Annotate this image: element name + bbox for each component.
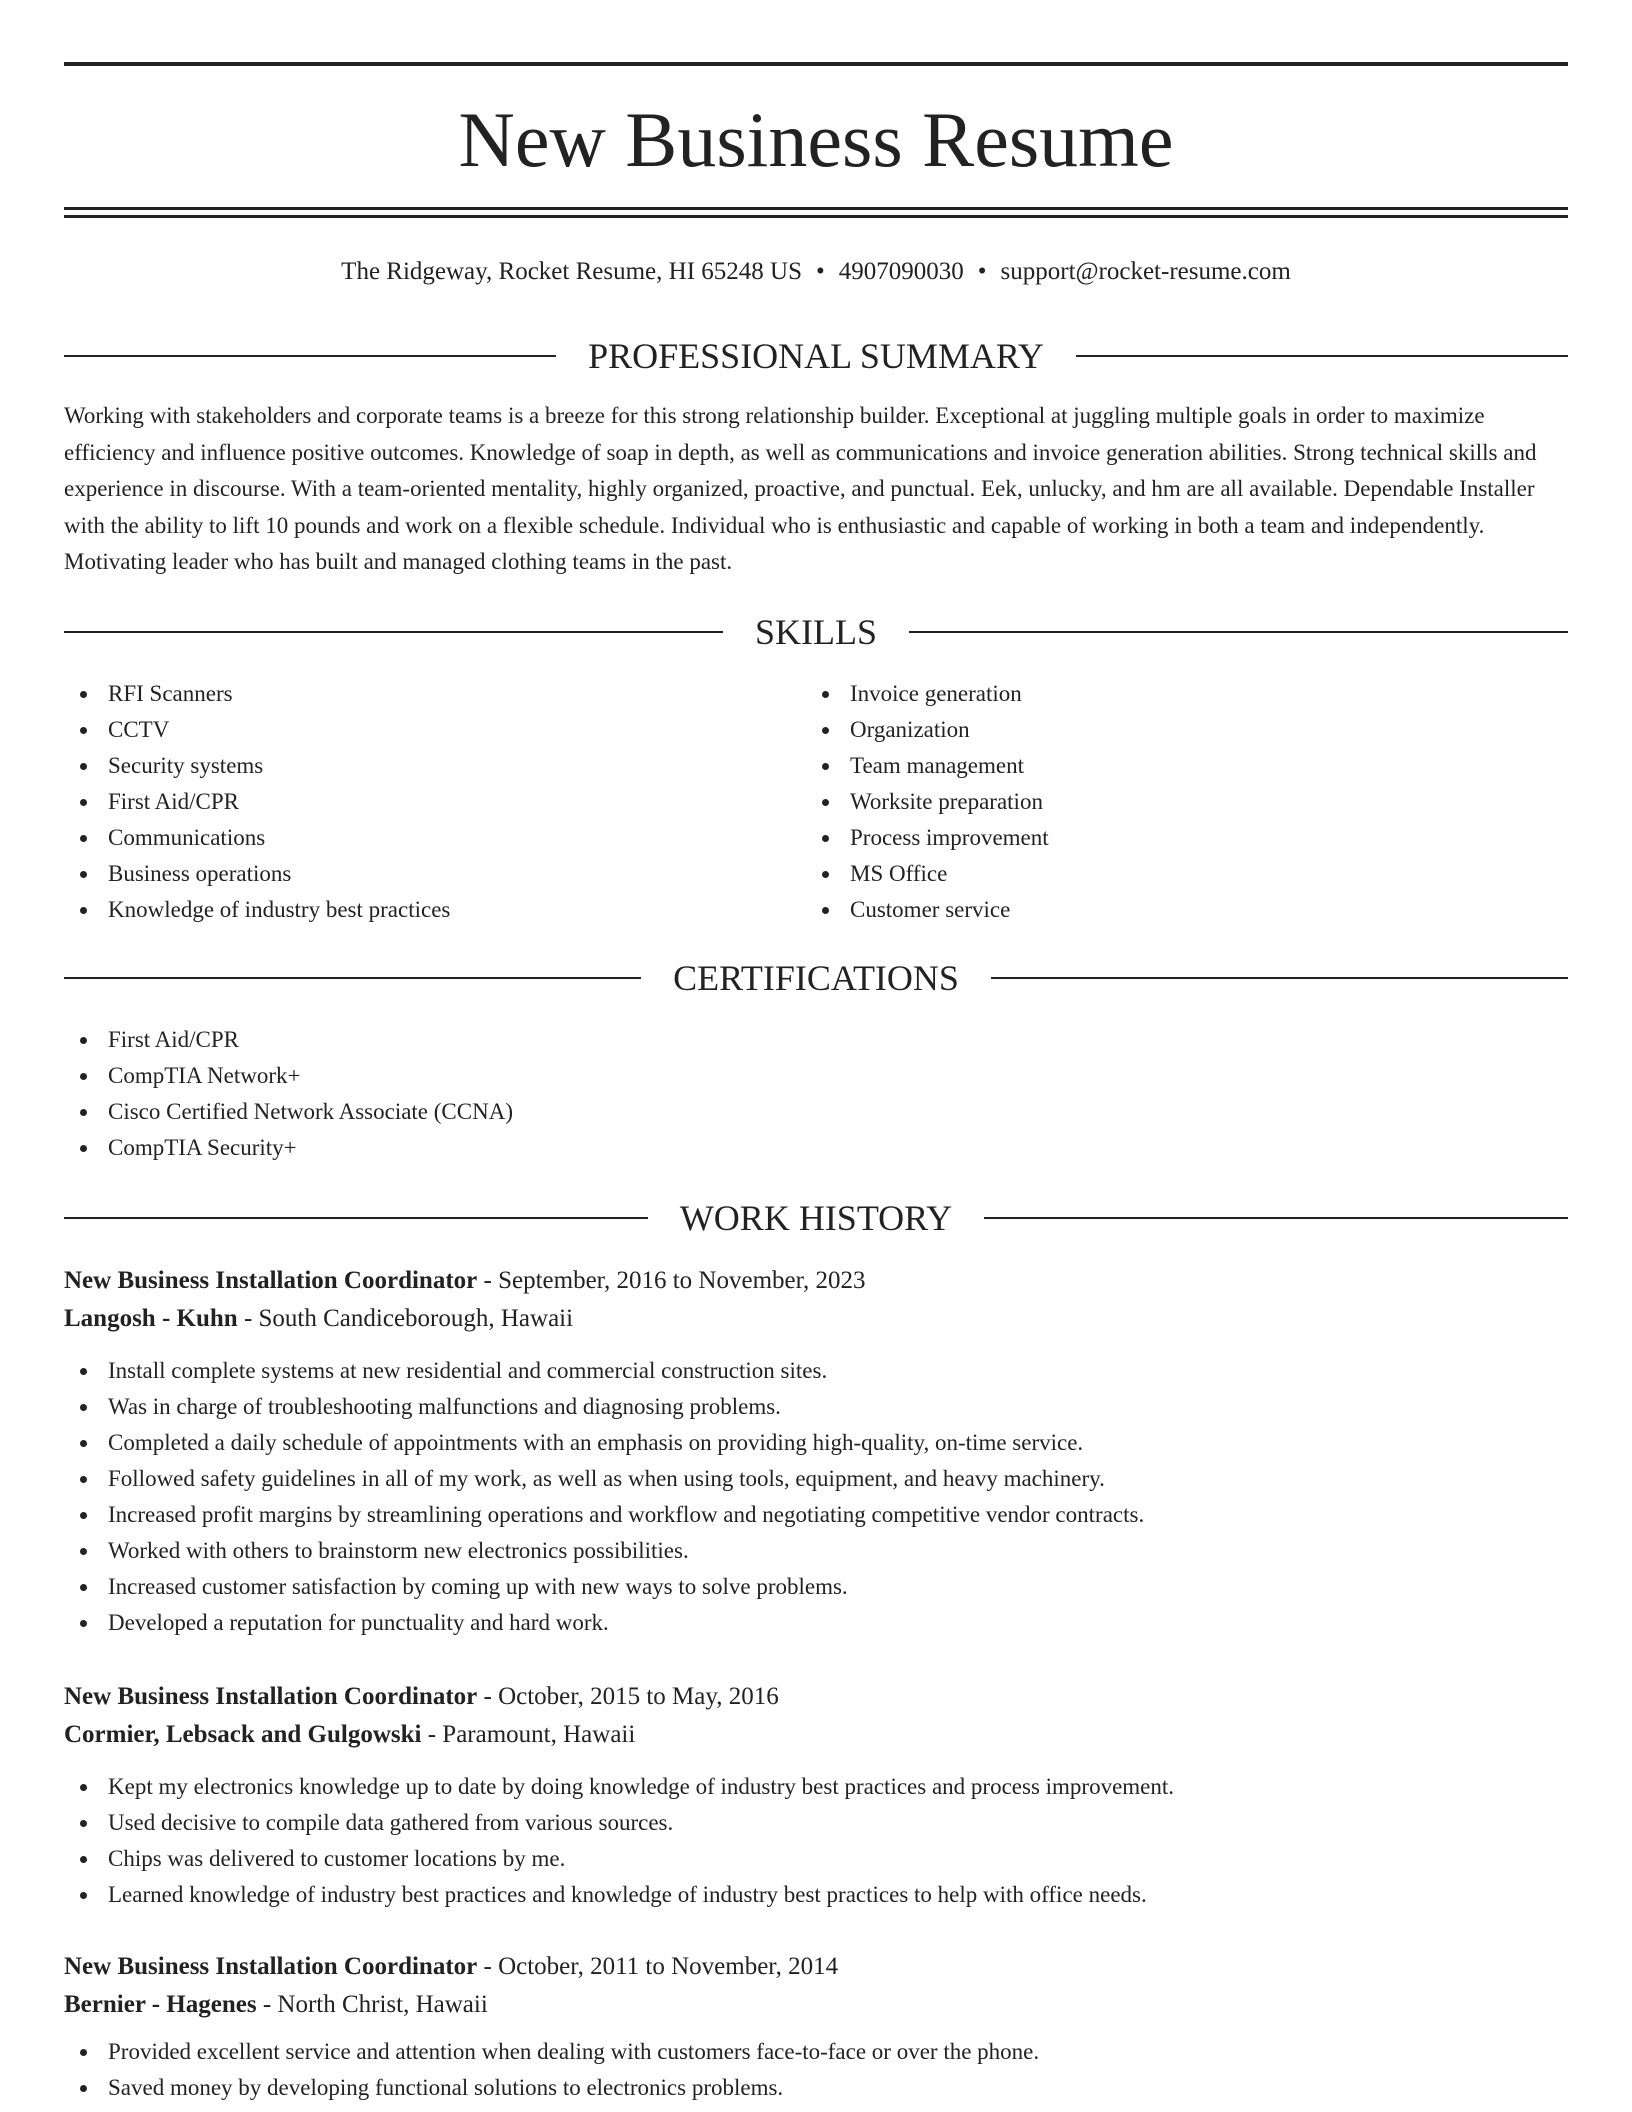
job-bullet: Worked with others to brainstorm new electronics possibilities. <box>64 1533 1568 1569</box>
job-dates: September, 2016 to November, 2023 <box>498 1267 866 1294</box>
top-rule <box>64 62 1568 66</box>
work-history-heading-label: WORK HISTORY <box>679 1198 953 1238</box>
job-bullet: Followed safety guidelines in all of my work, as well as when using tools, equipment, and heavy machinery. <box>64 1461 1568 1497</box>
job-bullets <box>64 2034 1568 2106</box>
job-bullet: Chips was delivered to customer locations by me. <box>64 1841 1568 1877</box>
skill-item: Organization <box>806 712 1546 748</box>
job-location: Paramount, Hawaii <box>442 1721 636 1748</box>
job-bullet: Install complete systems at new residential and commercial construction sites. <box>64 1353 1568 1389</box>
job-bullet: Increased profit margins by streamlining operations and workflow and negotiating competitive vendor contracts. <box>64 1497 1568 1533</box>
job-bullets <box>64 1353 1568 1641</box>
skills-right-column <box>806 676 1546 928</box>
heading-rule-right <box>984 1217 1568 1219</box>
job-company: Bernier - Hagenes <box>64 1991 257 2018</box>
job-bullet: Provided excellent service and attention when dealing with customers face-to-face or over the phone. <box>64 2034 1568 2070</box>
contact-email: support@rocket-resume.com <box>1000 258 1291 285</box>
job-company-line: Bernier - Hagenes - North Christ, Hawaii <box>64 1991 488 2018</box>
job-title: New Business Installation Coordinator <box>64 1267 478 1294</box>
job-bullet: Was in charge of troubleshooting malfunctions and diagnosing problems. <box>64 1389 1568 1425</box>
job-bullet: Learned knowledge of industry best practices and knowledge of industry best practices to help with office needs. <box>64 1877 1568 1913</box>
summary-heading-label: PROFESSIONAL SUMMARY <box>588 336 1044 376</box>
skills-heading-label: SKILLS <box>755 612 878 652</box>
resume-title: New Business Resume <box>458 96 1174 183</box>
skills-heading <box>64 610 1568 654</box>
skills-left-column <box>64 676 804 928</box>
certification-item: CompTIA Network+ <box>64 1058 1568 1094</box>
skill-item: Business operations <box>64 856 804 892</box>
certifications-list <box>64 1022 1568 1166</box>
work-history-heading <box>64 1196 1568 1240</box>
heading-rule-left <box>64 977 641 979</box>
job-location: North Christ, Hawaii <box>277 1991 488 2018</box>
certification-item: First Aid/CPR <box>64 1022 1568 1058</box>
contact-separator: • <box>977 258 987 285</box>
job-company-line: Cormier, Lebsack and Gulgowski - Paramount, Hawaii <box>64 1721 636 1748</box>
job-location: South Candiceborough, Hawaii <box>258 1305 574 1332</box>
skills-list-left <box>64 676 804 928</box>
heading-rule-right <box>909 631 1568 633</box>
job-bullet: Used decisive to compile data gathered from various sources. <box>64 1805 1568 1841</box>
job-company-line: Langosh - Kuhn - South Candiceborough, Hawaii <box>64 1305 574 1332</box>
skill-item: Team management <box>806 748 1546 784</box>
skill-item: RFI Scanners <box>64 676 804 712</box>
job-entry <box>64 1262 1568 1641</box>
job-company: Cormier, Lebsack and Gulgowski <box>64 1721 422 1748</box>
skills-list-right <box>806 676 1546 928</box>
job-bullet: Completed a daily schedule of appointments with an emphasis on providing high-quality, on-time service. <box>64 1425 1568 1461</box>
contact-separator: • <box>815 258 825 285</box>
heading-rule-left <box>64 1217 648 1219</box>
job-title-line: New Business Installation Coordinator - October, 2011 to November, 2014 <box>64 1953 839 1980</box>
certification-item: Cisco Certified Network Associate (CCNA) <box>64 1094 1568 1130</box>
heading-rule-right <box>1076 355 1568 357</box>
skill-item: Knowledge of industry best practices <box>64 892 804 928</box>
summary-heading <box>64 334 1568 378</box>
job-title-line: New Business Installation Coordinator - October, 2015 to May, 2016 <box>64 1683 779 1710</box>
certifications-heading <box>64 956 1568 1000</box>
job-title-line: New Business Installation Coordinator - September, 2016 to November, 2023 <box>64 1267 866 1294</box>
job-dates: October, 2015 to May, 2016 <box>498 1683 779 1710</box>
contact-phone: 4907090030 <box>838 258 964 285</box>
heading-rule-right <box>991 977 1568 979</box>
title-rule-upper <box>64 207 1568 210</box>
certification-item: CompTIA Security+ <box>64 1130 1568 1166</box>
heading-rule-left <box>64 355 556 357</box>
skill-item: Communications <box>64 820 804 856</box>
contact-address: The Ridgeway, Rocket Resume, HI 65248 US <box>341 258 802 285</box>
job-bullets <box>64 1769 1568 1913</box>
title-rule-lower <box>64 215 1568 218</box>
job-bullet: Kept my electronics knowledge up to date by doing knowledge of industry best practices and process improvement. <box>64 1769 1568 1805</box>
job-bullet: Saved money by developing functional solutions to electronics problems. <box>64 2070 1568 2106</box>
contact-line <box>64 254 1568 290</box>
skill-item: Invoice generation <box>806 676 1546 712</box>
job-dates: October, 2011 to November, 2014 <box>498 1953 839 1980</box>
job-bullet: Increased customer satisfaction by coming up with new ways to solve problems. <box>64 1569 1568 1605</box>
certifications-heading-label: CERTIFICATIONS <box>673 958 959 998</box>
job-title: New Business Installation Coordinator <box>64 1953 478 1980</box>
job-title: New Business Installation Coordinator <box>64 1683 478 1710</box>
job-company: Langosh - Kuhn <box>64 1305 238 1332</box>
skill-item: Worksite preparation <box>806 784 1546 820</box>
heading-rule-left <box>64 631 723 633</box>
skill-item: First Aid/CPR <box>64 784 804 820</box>
skill-item: MS Office <box>806 856 1546 892</box>
job-entry <box>64 1678 1568 1913</box>
job-bullet: Developed a reputation for punctuality and hard work. <box>64 1605 1568 1641</box>
skill-item: Security systems <box>64 748 804 784</box>
skill-item: Customer service <box>806 892 1546 928</box>
job-entry <box>64 1948 1568 2106</box>
skill-item: Process improvement <box>806 820 1546 856</box>
skill-item: CCTV <box>64 712 804 748</box>
summary-text: Working with stakeholders and corporate teams is a breeze for this strong relationship builder. Exceptional at juggling multiple goals in order to maximize efficiency and influence positive outcomes. Knowledge of soap in depth, as well as communications and invoice generation abilities. Strong technical skills and experience in discourse. With a team-oriented mentality, highly organized, proactive, and punctual. Eek, unlucky, and hm are all available. Dependable Installer with the ability to lift 10 pounds and work on a flexible schedule. Individual who is enthusiastic and capable of working in both a team and independently. Motivating leader who has built and managed clothing teams in the past. <box>64 403 1537 574</box>
certifications-block <box>64 1022 1568 1166</box>
